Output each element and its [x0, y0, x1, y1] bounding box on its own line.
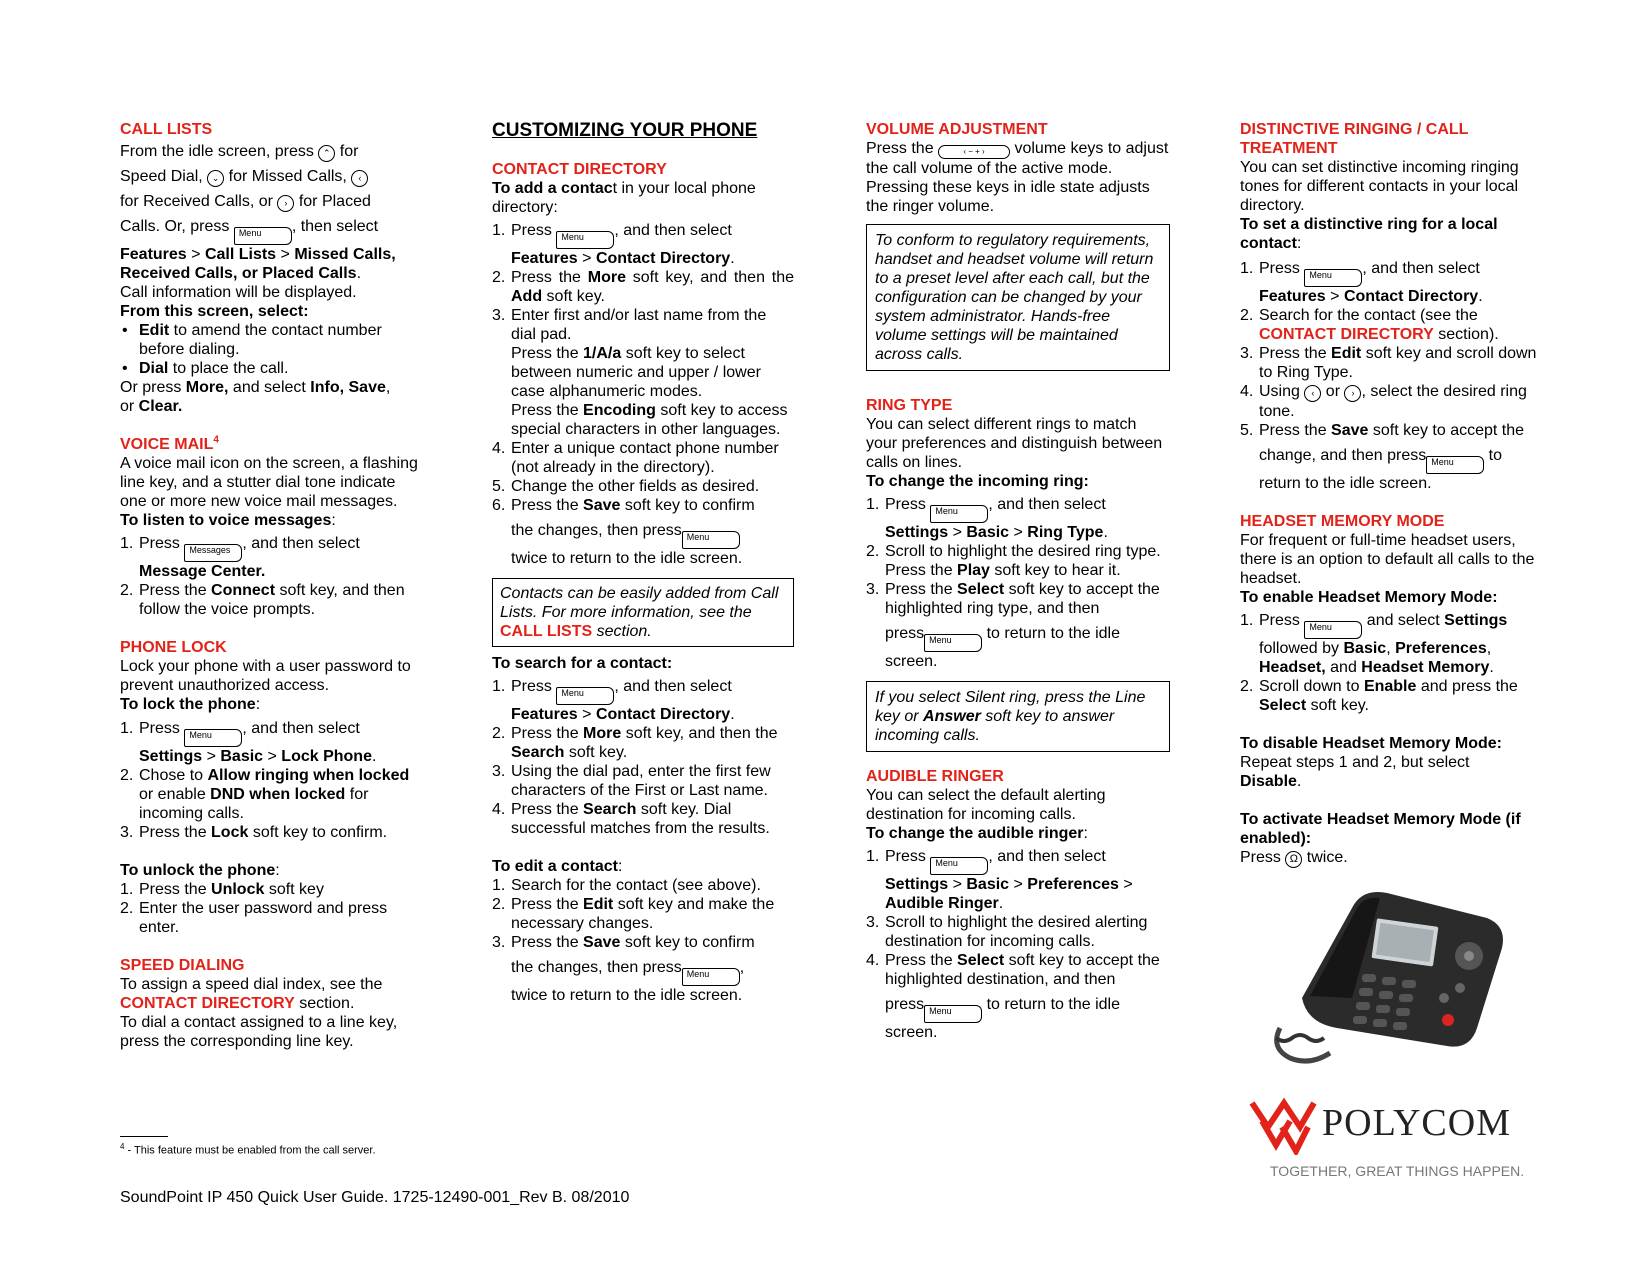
- list-item: 2. Enter the user password and press enter.: [120, 900, 388, 936]
- call-lists-line2: Speed Dial, ⌄ for Missed Calls, ‹: [120, 164, 420, 189]
- audible-ringer-heading: AUDIBLE RINGER: [866, 768, 1004, 785]
- menu-key-icon: Menu: [924, 634, 982, 652]
- ring-type-heading: RING TYPE: [866, 397, 953, 414]
- speed-dialing-desc: To assign a speed dial index, see the CONTACT DIRECTORY section.: [120, 976, 383, 1012]
- menu-key-icon: Menu: [924, 1005, 982, 1023]
- menu-key-icon: Menu: [930, 505, 988, 523]
- list-item: 2. Press the More soft key, and then the Add soft key.: [492, 269, 795, 305]
- list-item: 1. Press Menu , and then select Features > Contact Directory.: [1240, 260, 1483, 305]
- right-arrow-icon: ›: [1344, 385, 1361, 402]
- list-item: 1. Press Menu , and then select Settings > Basic > Preferences > Audible Ringer.: [866, 848, 1133, 912]
- volume-desc: Press the ‹ − + › volume keys to adjust the call volume of the active mode. Pressing these keys in idle state adjusts the ringer volume.: [866, 140, 1169, 215]
- call-lists-or: Or press More, and select Info, Save, or Clear.: [120, 379, 391, 415]
- menu-key-icon: Menu: [1426, 456, 1484, 474]
- list-item: 1. Press Menu and select Settings followed by Basic, Preferences, Headset, and Headset Memory.: [1240, 612, 1508, 676]
- list-item: 1. Press Menu , and then select Features > Contact Directory.: [492, 678, 735, 723]
- list-item: 3. Scroll to highlight the desired alerting destination for incoming calls.: [866, 914, 1148, 950]
- call-lists-from: From this screen, select:: [120, 303, 309, 320]
- polycom-logo: [1248, 1095, 1528, 1185]
- ring-type-steps: [866, 491, 1170, 671]
- list-item: 1. Press Messages , and then select Message Center.: [120, 535, 360, 580]
- voice-mail-heading: VOICE MAIL$^4$: [120, 434, 219, 453]
- phone-lock-steps: [120, 714, 420, 842]
- column-1: [120, 120, 420, 1051]
- list-item: 4. Press the Search soft key. Dial successful matches from the results.: [492, 801, 770, 837]
- list-item: 1. Search for the contact (see above).: [492, 877, 761, 894]
- list-item: 3. Press the Save soft key to confirm the changes, then pressMenu , twice to return to the idle screen.: [492, 934, 755, 1004]
- ring-type-note: If you select Silent ring, press the Line key or Answer soft key to answer incoming calls.: [866, 681, 1170, 752]
- contact-search: To search for a contact:: [492, 655, 673, 672]
- list-item: 1. Press Menu , and then select Settings > Basic > Lock Phone.: [120, 720, 377, 765]
- phone-image: [1262, 878, 1512, 1074]
- menu-key-icon: Menu: [234, 227, 292, 245]
- call-lists-line4: Calls. Or, press Menu , then select: [120, 214, 420, 245]
- contact-note: Contacts can be easily added from Call Lists. For more information, see the CALL LISTS section.: [492, 578, 794, 647]
- list-item: 4. Using ‹ or › , select the desired ring tone.: [1240, 383, 1527, 420]
- left-arrow-icon: ‹: [1304, 385, 1321, 402]
- phone-unlock-steps: [120, 880, 420, 937]
- column-4: [1240, 120, 1540, 868]
- list-item: 3. Press the Select soft key to accept the highlighted ring type, and then pressMenu to return to the idle screen.: [866, 581, 1160, 670]
- list-item: • Dial to place the call.: [122, 360, 289, 377]
- speed-dialing-desc2: To dial a contact assigned to a line key, press the corresponding line key.: [120, 1014, 398, 1050]
- contact-directory-heading: CONTACT DIRECTORY: [492, 161, 667, 178]
- list-item: 1. Press the Unlock soft key: [120, 881, 324, 898]
- menu-key-icon: Menu: [1304, 621, 1362, 639]
- headset-steps: [1240, 607, 1540, 715]
- ring-type-desc: You can select different rings to match your preferences and distinguish between calls on lines.: [866, 416, 1163, 471]
- distinctive-set: To set a distinctive ring for a local contact:: [1240, 216, 1498, 252]
- list-item: 1. Press Menu , and then select Settings > Basic > Ring Type.: [866, 496, 1108, 541]
- list-item: 2. Scroll to highlight the desired ring type. Press the Play soft key to hear it.: [866, 543, 1161, 579]
- call-lists-heading: CALL LISTS: [120, 121, 213, 138]
- call-lists-options: [120, 321, 420, 378]
- list-item: 5. Press the Save soft key to accept the change, and then pressMenu to return to the idle screen.: [1240, 422, 1525, 492]
- phone-unlock: To unlock the phone:: [120, 862, 280, 879]
- list-item: 3. Enter first and/or last name from the dial pad. Press the 1/A/a soft key to select between numeric and upper / lower case alphanumeric modes. Press the Encoding soft key to access special characters in other languages.: [492, 307, 788, 438]
- headset-activate-desc: Press Ω twice.: [1240, 849, 1348, 866]
- footnote: $^4$ - This feature must be enabled from the call server.: [120, 1142, 376, 1157]
- right-arrow-icon: ›: [277, 195, 294, 212]
- call-lists-line1: From the idle screen, press ⌃ for: [120, 143, 359, 160]
- call-lists-info: Call information will be displayed.: [120, 284, 357, 301]
- page-title: CUSTOMIZING YOUR PHONE: [492, 120, 758, 141]
- column-2: [492, 120, 794, 1005]
- list-item: 2. Press the Connect soft key, and then follow the voice prompts.: [120, 582, 405, 618]
- menu-key-icon: Menu: [682, 531, 740, 549]
- headset-disable-desc: Repeat steps 1 and 2, but select Disable.: [1240, 754, 1470, 790]
- down-arrow-icon: ⌄: [207, 170, 224, 187]
- headset-desc: For frequent or full-time headset users, there is an option to default all calls to the headset.: [1240, 532, 1535, 587]
- list-item: 2. Press the More soft key, and then the Search soft key.: [492, 725, 778, 761]
- ring-type-change: To change the incoming ring:: [866, 473, 1089, 490]
- distinctive-desc: You can set distinctive incoming ringing tones for different contacts in your local directory.: [1240, 159, 1519, 214]
- call-lists-path: Features > Call Lists > Missed Calls, Received Calls, or Placed Calls.: [120, 246, 396, 282]
- voice-mail-listen: To listen to voice messages:: [120, 512, 336, 529]
- contact-add: To add a contact in your local phone directory:: [492, 180, 756, 216]
- list-item: 2. Search for the contact (see the CONTACT DIRECTORY section).: [1240, 307, 1499, 343]
- voice-mail-steps: [120, 530, 420, 619]
- audible-ringer-desc: You can select the default alerting destination for incoming calls.: [866, 787, 1106, 823]
- volume-heading: VOLUME ADJUSTMENT: [866, 121, 1048, 138]
- contact-edit-steps: [492, 876, 794, 1005]
- up-arrow-icon: ⌃: [318, 145, 335, 162]
- headset-activate: To activate Headset Memory Mode (if enabled):: [1240, 811, 1521, 847]
- headset-memory-heading: HEADSET MEMORY MODE: [1240, 513, 1445, 530]
- list-item: 2. Scroll down to Enable and press the Select soft key.: [1240, 678, 1518, 714]
- contact-add-steps: [492, 217, 794, 568]
- menu-key-icon: Menu: [1304, 269, 1362, 287]
- list-item: 6. Press the Save soft key to confirm the changes, then pressMenu twice to return to the idle screen.: [492, 497, 755, 567]
- contact-search-steps: [492, 673, 794, 838]
- audible-ringer-change: To change the audible ringer:: [866, 825, 1088, 842]
- list-item: 1. Press Menu , and then select Features > Contact Directory.: [492, 222, 735, 267]
- list-item: 4. Press the Select soft key to accept the highlighted destination, and then pressMenu to return to the idle screen.: [866, 952, 1160, 1041]
- list-item: 5. Change the other fields as desired.: [492, 478, 760, 495]
- contact-edit: To edit a contact:: [492, 858, 623, 875]
- distinctive-ringing-heading: DISTINCTIVE RINGING / CALL TREATMENT: [1240, 121, 1469, 157]
- headset-icon: Ω: [1285, 851, 1302, 868]
- list-item: • Edit to amend the contact number before dialing.: [122, 322, 382, 358]
- list-item: 2. Press the Edit soft key and make the necessary changes.: [492, 896, 775, 932]
- column-3: [866, 120, 1170, 1042]
- phone-lock-heading: PHONE LOCK: [120, 639, 227, 656]
- polycom-brand: POLYCOM: [1322, 1102, 1512, 1144]
- menu-key-icon: Menu: [184, 729, 242, 747]
- list-item: 3. Using the dial pad, enter the first few characters of the First or Last name.: [492, 763, 771, 799]
- phone-lock-desc: Lock your phone with a user password to prevent unauthorized access.: [120, 658, 411, 694]
- footer: SoundPoint IP 450 Quick User Guide. 1725-12490-001_Rev B. 08/2010: [120, 1189, 630, 1206]
- speed-dialing-heading: SPEED DIALING: [120, 957, 245, 974]
- polycom-logo-icon: [1248, 1097, 1318, 1155]
- audible-ringer-steps: [866, 843, 1170, 1042]
- volume-keys-icon: ‹ − + ›: [938, 145, 1010, 159]
- menu-key-icon: Menu: [930, 857, 988, 875]
- headset-enable: To enable Headset Memory Mode:: [1240, 589, 1498, 606]
- headset-disable: To disable Headset Memory Mode:: [1240, 735, 1502, 752]
- footnote-divider: [120, 1136, 168, 1137]
- list-item: 2. Chose to Allow ringing when locked or enable DND when locked for incoming calls.: [120, 767, 410, 822]
- phone-lock-lock: To lock the phone:: [120, 696, 261, 713]
- list-item: 4. Enter a unique contact phone number (not already in the directory).: [492, 440, 779, 476]
- menu-key-icon: Menu: [556, 231, 614, 249]
- polycom-tagline: TOGETHER, GREAT THINGS HAPPEN.: [1270, 1163, 1525, 1179]
- list-item: 3. Press the Lock soft key to confirm.: [120, 824, 388, 841]
- list-item: 3. Press the Edit soft key and scroll down to Ring Type.: [1240, 345, 1537, 381]
- volume-note: To conform to regulatory requirements, handset and headset volume will return to a preset level after each call, but the configuration can be changed by your system administrator. Hands-free volume settings will be maintained across calls.: [866, 224, 1170, 371]
- distinctive-steps: [1240, 253, 1540, 493]
- voice-mail-desc: A voice mail icon on the screen, a flashing line key, and a stutter dial tone indicate one or more new voice mail messages.: [120, 455, 418, 510]
- left-arrow-icon: ‹: [351, 170, 368, 187]
- messages-key-icon: Messages: [184, 544, 242, 562]
- menu-key-icon: Menu: [682, 968, 740, 986]
- menu-key-icon: Menu: [556, 687, 614, 705]
- call-lists-line3: for Received Calls, or › for Placed: [120, 193, 371, 210]
